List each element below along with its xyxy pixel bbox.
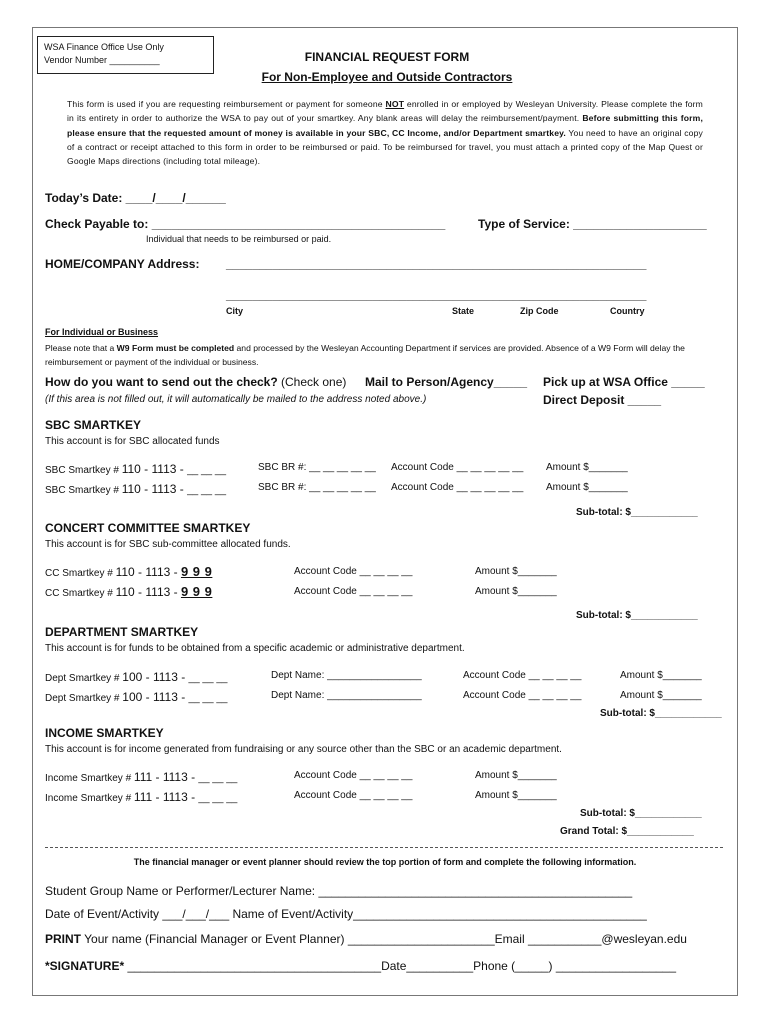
smartkey-nines: 9 9 9 — [180, 564, 213, 579]
address-line-2[interactable]: _______________________________________________________________ — [226, 288, 647, 302]
city-label: City — [226, 306, 244, 316]
check-one-text: (Check one) — [277, 375, 347, 389]
cc-subtotal[interactable]: Sub-total: $____________ — [576, 610, 698, 621]
todays-date-field[interactable]: Today’s Date: ____/____/______ — [45, 191, 226, 205]
w9-text-2: and processed by the Wesleyan Accounting Department if services are provided. Absence of a W9 Form will delay the reimbursement or payment of the individual or business. — [45, 343, 685, 367]
sbc-code-1[interactable]: Account Code __ __ __ __ __ — [391, 462, 524, 473]
intro-bold: Before submitting this form, please ensure that the requested amount of money is available in your SBC, CC Income, and/or Department smartkey. — [67, 113, 704, 138]
w9-bold: W9 Form must be completed — [116, 343, 235, 353]
smartkey-number: 110 - 1113 - — [121, 482, 188, 496]
cc-code-2[interactable]: Account Code __ __ __ __ — [294, 586, 413, 597]
sbc-code-2[interactable]: Account Code __ __ __ __ __ — [391, 482, 524, 493]
grand-total[interactable]: Grand Total: $____________ — [560, 826, 694, 837]
vendor-number-field[interactable]: Vendor Number __________ — [44, 55, 160, 65]
dept-amount-1[interactable]: Amount $_______ — [620, 670, 702, 681]
signature-label: *SIGNATURE* — [45, 959, 125, 973]
dept-desc: This account is for funds to be obtained from a specific academic or administrative department. — [45, 643, 465, 654]
smartkey-label: SBC Smartkey # — [45, 485, 122, 496]
smartkey-number: 110 - 1113 - — [121, 462, 188, 476]
smartkey-label: CC Smartkey # — [45, 588, 116, 599]
pickup-option[interactable]: Pick up at WSA Office _____ — [543, 375, 705, 389]
smartkey-label: SBC Smartkey # — [45, 465, 122, 476]
print-rest: Your name (Financial Manager or Event Planner) ______________________Email ___________@wesleyan.edu — [81, 932, 687, 946]
dept-row-1[interactable] — [45, 670, 227, 684]
income-code-2[interactable]: Account Code __ __ __ __ — [294, 790, 413, 801]
smartkey-blank[interactable]: __ __ __ — [187, 465, 227, 476]
smartkey-number: 110 - 1113 - — [115, 565, 181, 579]
dept-amount-2[interactable]: Amount $_______ — [620, 690, 702, 701]
zip-label: Zip Code — [520, 306, 559, 316]
check-payable-field[interactable]: Check Payable to: ____________________________________________ — [45, 217, 446, 231]
print-name-email-field[interactable] — [45, 932, 687, 946]
cc-code-1[interactable]: Account Code __ __ __ __ — [294, 566, 413, 577]
form-subtitle: For Non-Employee and Outside Contractors — [261, 70, 513, 84]
sbc-subtotal[interactable]: Sub-total: $____________ — [576, 507, 698, 518]
smartkey-number: 111 - 1113 - — [133, 790, 199, 804]
income-amount-2[interactable]: Amount $_______ — [475, 790, 557, 801]
smartkey-number: 100 - 1113 - — [122, 690, 189, 704]
income-row-1[interactable] — [45, 770, 237, 784]
intro-not: NOT — [385, 99, 405, 109]
smartkey-blank[interactable]: __ __ __ — [188, 673, 228, 684]
send-check-note: (If this area is not filled out, it will automatically be mailed to the address noted above.) — [45, 394, 427, 405]
sbc-br-2[interactable]: SBC BR #: __ __ __ __ __ — [258, 482, 376, 493]
smartkey-number: 111 - 1113 - — [133, 770, 199, 784]
cc-desc: This account is for SBC sub-committee allocated funds. — [45, 539, 291, 550]
cc-heading: CONCERT COMMITTEE SMARTKEY — [45, 521, 251, 535]
income-row-2[interactable] — [45, 790, 237, 804]
dept-name-2[interactable]: Dept Name: _________________ — [271, 690, 422, 701]
w9-note — [45, 341, 725, 369]
cc-row-1 — [45, 564, 212, 579]
smartkey-label: Dept Smartkey # — [45, 693, 123, 704]
intro-paragraph — [67, 97, 703, 168]
address-line-1[interactable]: _______________________________________________________________ — [226, 257, 647, 271]
sbc-amount-1[interactable]: Amount $_______ — [546, 462, 628, 473]
dept-subtotal[interactable]: Sub-total: $____________ — [600, 708, 722, 719]
smartkey-nines: 9 9 9 — [180, 584, 213, 599]
intro-text-2: enrolled in or employed by Wesleyan University. Please complete the form in its entirety in order to authorize the WSA to pay out of your smartkey. Any blank areas will delay the reimbursement/payment. — [67, 99, 703, 124]
country-label: Country — [610, 306, 645, 316]
sbc-br-1[interactable]: SBC BR #: __ __ __ __ __ — [258, 462, 376, 473]
intro-text-1: This form is used if you are requesting reimbursement or payment for someone — [67, 99, 386, 109]
smartkey-label: Income Smartkey # — [45, 773, 134, 784]
review-note: The financial manager or event planner should review the top portion of form and complete the following information. — [133, 857, 637, 867]
smartkey-number: 110 - 1113 - — [115, 585, 181, 599]
event-date-name-field[interactable]: Date of Event/Activity ___/___/___ Name of Event/Activity____________________________________________ — [45, 907, 647, 921]
individual-heading: For Individual or Business — [45, 327, 159, 337]
income-code-1[interactable]: Account Code __ __ __ __ — [294, 770, 413, 781]
office-use-label: WSA Finance Office Use Only — [44, 42, 164, 52]
cc-row-2 — [45, 584, 212, 599]
group-name-field[interactable]: Student Group Name or Performer/Lecturer Name: _______________________________________________ — [45, 884, 633, 898]
address-label: HOME/COMPANY Address: — [45, 257, 200, 271]
dept-code-1[interactable]: Account Code __ __ __ __ — [463, 670, 582, 681]
direct-deposit-option[interactable]: Direct Deposit _____ — [543, 393, 662, 407]
cc-amount-2[interactable]: Amount $_______ — [475, 586, 557, 597]
cc-amount-1[interactable]: Amount $_______ — [475, 566, 557, 577]
mail-option[interactable]: Mail to Person/Agency_____ — [365, 375, 528, 389]
smartkey-number: 100 - 1113 - — [122, 670, 189, 684]
w9-text-1: Please note that a — [45, 343, 117, 353]
send-check-question — [45, 375, 346, 389]
dept-name-1[interactable]: Dept Name: _________________ — [271, 670, 422, 681]
signature-rest: ______________________________________Date__________Phone (_____) __________________ — [124, 959, 677, 973]
smartkey-label: Dept Smartkey # — [45, 673, 123, 684]
dept-row-2[interactable] — [45, 690, 227, 704]
smartkey-label: Income Smartkey # — [45, 793, 134, 804]
sbc-desc: This account is for SBC allocated funds — [45, 436, 220, 447]
send-check-text: How do you want to send out the check? — [45, 375, 278, 389]
income-subtotal[interactable]: Sub-total: $____________ — [580, 808, 702, 819]
income-heading: INCOME SMARTKEY — [45, 726, 164, 740]
income-amount-1[interactable]: Amount $_______ — [475, 770, 557, 781]
print-label: PRINT — [45, 932, 81, 946]
signature-field[interactable] — [45, 959, 676, 973]
sbc-row-2[interactable] — [45, 482, 226, 496]
dept-code-2[interactable]: Account Code __ __ __ __ — [463, 690, 582, 701]
smartkey-blank[interactable]: __ __ __ — [188, 693, 228, 704]
sbc-row-1[interactable] — [45, 462, 226, 476]
type-of-service-field[interactable]: Type of Service: ____________________ — [478, 217, 707, 231]
payee-hint: Individual that needs to be reimbursed or paid. — [146, 234, 332, 244]
dept-heading: DEPARTMENT SMARTKEY — [45, 625, 199, 639]
sbc-amount-2[interactable]: Amount $_______ — [546, 482, 628, 493]
smartkey-blank[interactable]: __ __ __ — [198, 773, 238, 784]
sbc-heading: SBC SMARTKEY — [45, 418, 142, 432]
separator-line — [45, 847, 723, 848]
smartkey-blank[interactable]: __ __ __ — [198, 793, 238, 804]
intro-text-3: You need to have an original copy of a contract or receipt attached to this form in order to be reimbursed or paid. To be reimbursed for travel, you must attach a printed copy of the Map Quest or Google Maps directions (including total mileage). — [67, 127, 703, 167]
state-label: State — [452, 306, 475, 316]
form-title: FINANCIAL REQUEST FORM — [304, 50, 470, 64]
smartkey-blank[interactable]: __ __ __ — [187, 485, 227, 496]
smartkey-label: CC Smartkey # — [45, 568, 116, 579]
income-desc: This account is for income generated from fundraising or any source other than the SBC or an academic department. — [45, 744, 562, 755]
